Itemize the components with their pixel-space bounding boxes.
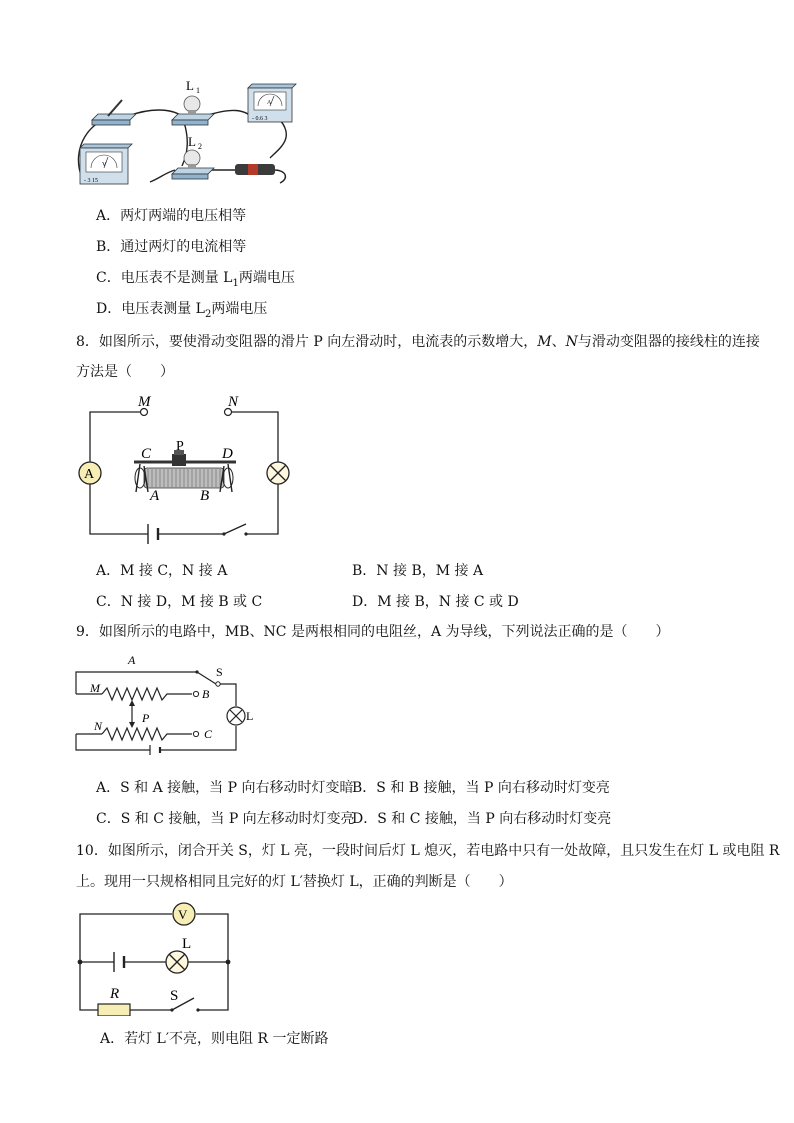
voltmeter-symbol bbox=[173, 903, 195, 925]
lamp1-label: L bbox=[186, 78, 194, 93]
q9-option-d: D．S 和 C 接触，当 P 向右移动时灯变亮 bbox=[352, 811, 612, 827]
label-R: R bbox=[110, 986, 120, 1002]
q7-option-b: B．通过两灯的电流相等 bbox=[96, 239, 247, 255]
voltmeter-device bbox=[80, 144, 132, 184]
q9-option-a: A．S 和 A 接触，当 P 向右移动时灯变暗 bbox=[96, 780, 354, 796]
label-S: S bbox=[216, 665, 223, 679]
svg-text:V: V bbox=[178, 907, 188, 922]
voltmeter-scale: - 3 15 bbox=[84, 178, 98, 184]
q8-circuit-figure bbox=[74, 392, 294, 544]
q10-circuit-figure bbox=[74, 900, 238, 1016]
label-B: B bbox=[202, 687, 210, 701]
voltmeter-letter: V bbox=[102, 162, 107, 168]
q8-option-a: A．M 接 C，N 接 A bbox=[96, 563, 228, 579]
label-N: N bbox=[94, 719, 103, 733]
ammeter-symbol bbox=[79, 462, 101, 484]
label-C: C bbox=[141, 446, 152, 462]
q10-stem-line2: 上。现用一只规格相同且完好的灯 L′替换灯 L，正确的判断是（ ） bbox=[76, 874, 513, 890]
lamp-symbol bbox=[227, 707, 245, 725]
q8-option-d: D．M 接 B，N 接 C 或 D bbox=[352, 594, 519, 610]
q8-option-b: B．N 接 B，M 接 A bbox=[352, 563, 484, 579]
label-M: M bbox=[90, 681, 100, 695]
label-A: A bbox=[150, 488, 160, 504]
q8-stem-line1: 8．如图所示，要使滑动变阻器的滑片 P 向左滑动时，电流表的示数增大，M、N与滑动变阻器的接线柱的连接 bbox=[76, 334, 760, 350]
label-S: S bbox=[170, 988, 179, 1004]
q7-option-d: D．电压表测量 $L_2$两端电压 bbox=[96, 301, 268, 320]
label-N: N bbox=[228, 394, 239, 410]
q8-option-c: C．N 接 D，M 接 B 或 C bbox=[96, 594, 263, 610]
label-D: D bbox=[222, 446, 233, 462]
label-C: C bbox=[204, 727, 213, 741]
switch-device bbox=[92, 100, 136, 125]
lamp-l2 bbox=[172, 150, 214, 179]
label-P: P bbox=[142, 711, 150, 725]
label-A: A bbox=[128, 653, 136, 667]
label-M: M bbox=[138, 394, 151, 410]
q10-option-a: A．若灯 L′不亮，则电阻 R 一定断路 bbox=[100, 1031, 329, 1047]
ammeter-device bbox=[248, 84, 296, 122]
lamp-symbol bbox=[166, 951, 188, 973]
q7-option-c: C．电压表不是测量 $L_1$两端电压 bbox=[96, 270, 295, 289]
q7-option-a: A．两灯两端的电压相等 bbox=[96, 208, 247, 224]
lamp1-subscript: 1 bbox=[196, 86, 200, 95]
q9-option-c: C．S 和 C 接触，当 P 向左移动时灯变亮 bbox=[96, 811, 355, 827]
q9-circuit-figure bbox=[72, 650, 262, 766]
q7-circuit-figure bbox=[70, 78, 300, 198]
q10-stem-line1: 10．如图所示，闭合开关 S，灯 L 亮，一段时间后灯 L 熄灭，若电路中只有一处故障，且只发生在灯 L 或电阻 R bbox=[76, 843, 780, 859]
q9-stem: 9．如图所示的电路中，MB、NC 是两根相同的电阻丝，A 为导线，下列说法正确的是（ ） bbox=[76, 624, 670, 640]
q8-stem-line2: 方法是（ ） bbox=[76, 364, 174, 380]
resistor-symbol bbox=[98, 1004, 130, 1016]
ammeter-scale: - 0.6 3 bbox=[252, 116, 268, 122]
lamp2-label: L bbox=[188, 134, 196, 149]
lamp-l1 bbox=[172, 96, 214, 125]
label-L: L bbox=[182, 936, 192, 952]
q9-option-b: B．S 和 B 接触，当 P 向右移动时灯变亮 bbox=[352, 780, 610, 796]
lamp-symbol bbox=[267, 462, 289, 484]
label-L: L bbox=[246, 709, 254, 723]
svg-text:A: A bbox=[84, 467, 95, 482]
ammeter-letter: A bbox=[267, 100, 272, 106]
label-P: P bbox=[176, 439, 184, 454]
label-B: B bbox=[200, 488, 210, 504]
lamp2-subscript: 2 bbox=[198, 142, 202, 151]
battery bbox=[235, 164, 275, 175]
